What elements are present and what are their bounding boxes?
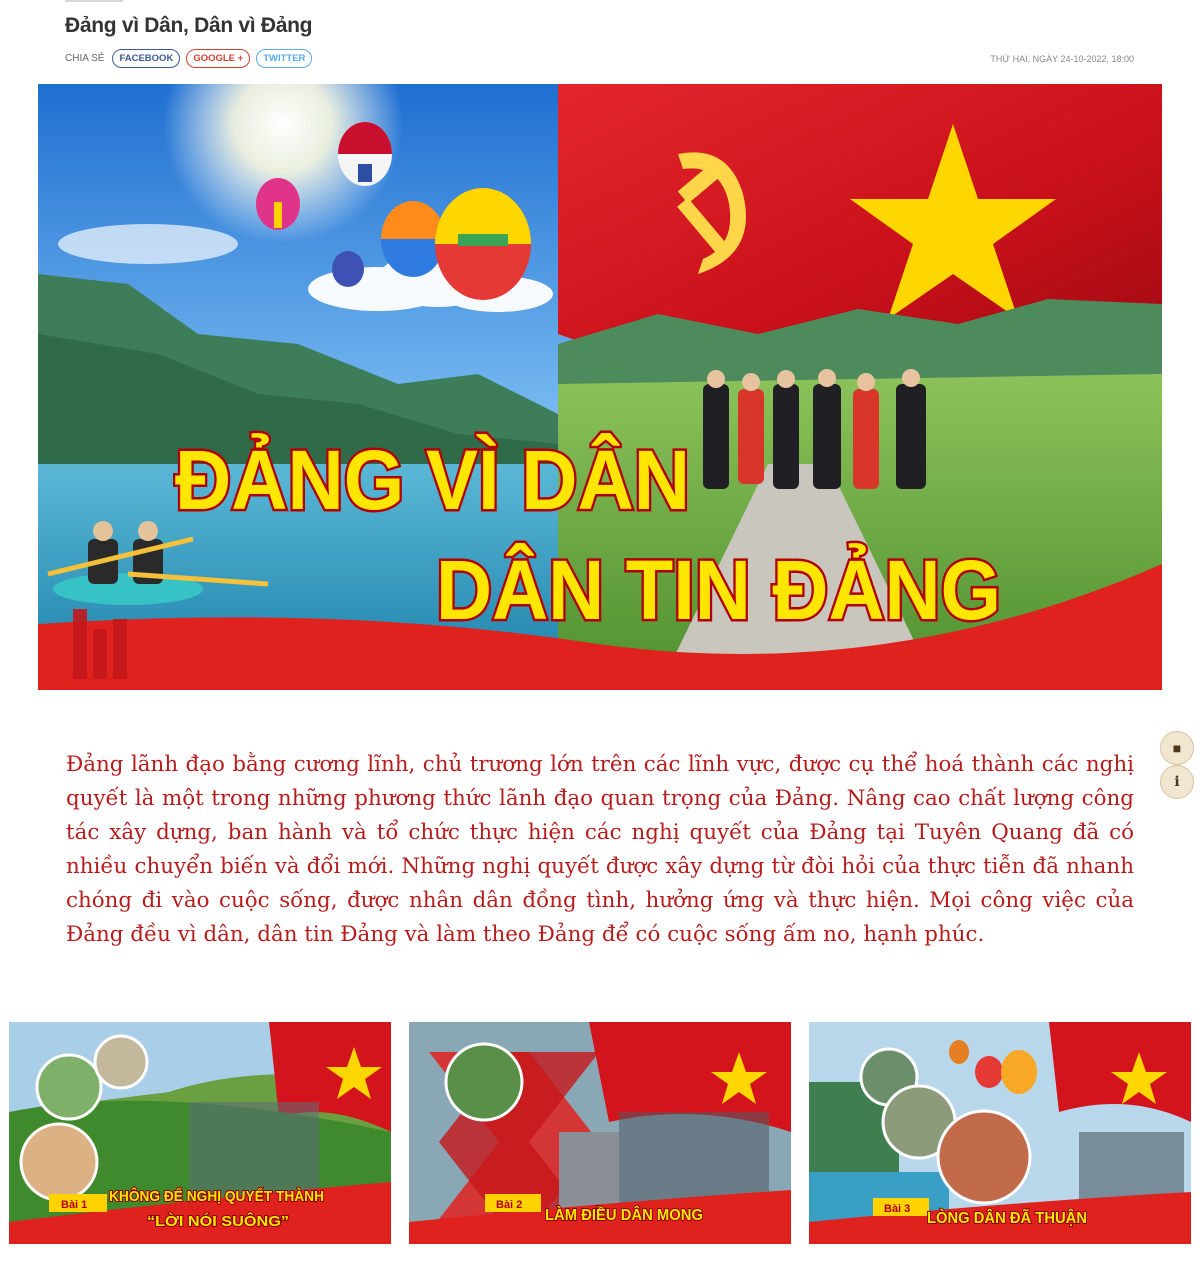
article-lead: Đảng lãnh đạo bằng cương lĩnh, chủ trương lớn trên các lĩnh vực, được cụ thể hoá thành các nghị quyết là một trong những phương thức lãnh đạo quan trọng của Đảng. Nâng cao chất lượng công tác xây dựng, ban hành và tổ chức thực hiện các nghị quyết của Đảng tại Tuyên Quang đã có nhiều chuyển biến và đổi mới. Những nghị quyết được xây dựng từ đòi hỏi của thực tiễn đã nhanh chóng đi vào cuộc sống, được nhân dân đồng tình, hưởng ứng và thực hiện. Mọi công việc của Đảng đều vì dân, dân tin Đảng và làm theo Đảng để có cuộc sống ấm no, hạnh phúc. — [66, 752, 1134, 947]
card-badge-text: Bài 1 — [61, 1199, 88, 1211]
top-divider — [65, 0, 123, 2]
facebook-share-button[interactable]: FACEBOOK — [112, 49, 180, 68]
related-article-card-3[interactable] — [809, 1022, 1191, 1244]
related-article-card-2[interactable] — [409, 1022, 791, 1244]
card-title-line1: LÀM ĐIỀU DÂN MONG — [545, 1207, 716, 1224]
card-badge-text: Bài 3 — [884, 1203, 911, 1215]
share-bar — [65, 49, 312, 68]
related-article-card-1[interactable] — [9, 1022, 391, 1244]
hero-title-line2: DÂN TIN ĐẢNG — [436, 543, 1001, 637]
publish-date: THỨ HAI, NGÀY 24-10-2022, 18:00 — [990, 54, 1134, 64]
share-label: CHIA SẺ — [65, 53, 105, 64]
card-title-line1: LÒNG DÂN ĐÃ THUẬN — [927, 1210, 1101, 1227]
comment-button[interactable] — [1160, 731, 1194, 765]
card-title-line1: KHÔNG ĐỂ NGHỊ QUYẾT THÀNH — [109, 1188, 345, 1205]
card-badge-text: Bài 2 — [496, 1199, 523, 1211]
comment-icon: ■ — [1172, 740, 1182, 756]
twitter-share-button[interactable]: TWITTER — [256, 49, 312, 68]
info-button[interactable] — [1160, 765, 1194, 799]
article-title: Đảng vì Dân, Dân vì Đảng — [65, 14, 313, 37]
google-plus-share-button[interactable]: GOOGLE + — [186, 49, 250, 68]
hero-banner — [38, 84, 1162, 690]
hero-title-line1: ĐẢNG VÌ DÂN — [175, 433, 690, 527]
info-icon: i — [1174, 774, 1180, 790]
card-title-line2: “LỜI NÓI SUÔNG” — [147, 1213, 279, 1230]
